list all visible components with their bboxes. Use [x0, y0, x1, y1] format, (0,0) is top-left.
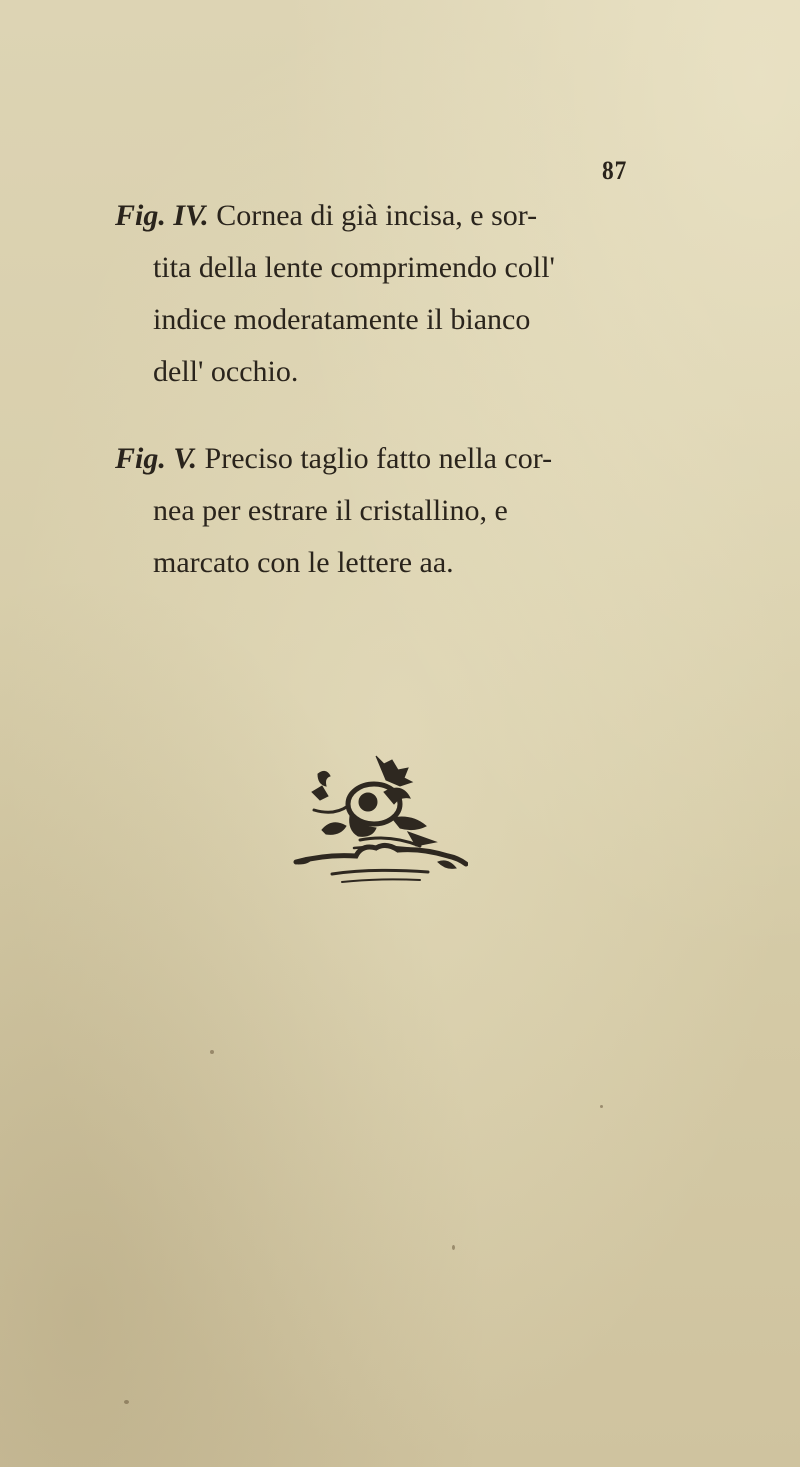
- fig-label: Fig.: [115, 199, 166, 232]
- paper-speck: [600, 1105, 603, 1108]
- caption-text: Cornea di già incisa, e sor-: [216, 199, 538, 232]
- caption-line: marcato con le lettere aa.: [153, 546, 454, 579]
- figure-caption-iv: [115, 190, 655, 398]
- paper-speck: [452, 1245, 455, 1250]
- caption-line: tita della lente comprimendo coll': [153, 251, 555, 284]
- caption-line: [115, 190, 655, 242]
- fig-label: Fig.: [115, 442, 166, 475]
- page-number: 87: [602, 156, 628, 185]
- caption-line: nea per estrare il cristallino, e: [153, 494, 508, 527]
- caption-text: Preciso taglio fatto nella cor-: [204, 442, 553, 475]
- fig-numeral: IV.: [173, 199, 209, 232]
- printers-ornament-icon: [288, 752, 468, 902]
- fig-numeral: V.: [173, 442, 198, 475]
- caption-line: indice moderatamente il bianco: [153, 303, 531, 336]
- figure-caption-v: [115, 433, 655, 589]
- caption-line: [115, 433, 655, 485]
- caption-line: dell' occhio.: [153, 355, 299, 388]
- paper-speck: [124, 1400, 129, 1404]
- paper-speck: [210, 1050, 214, 1054]
